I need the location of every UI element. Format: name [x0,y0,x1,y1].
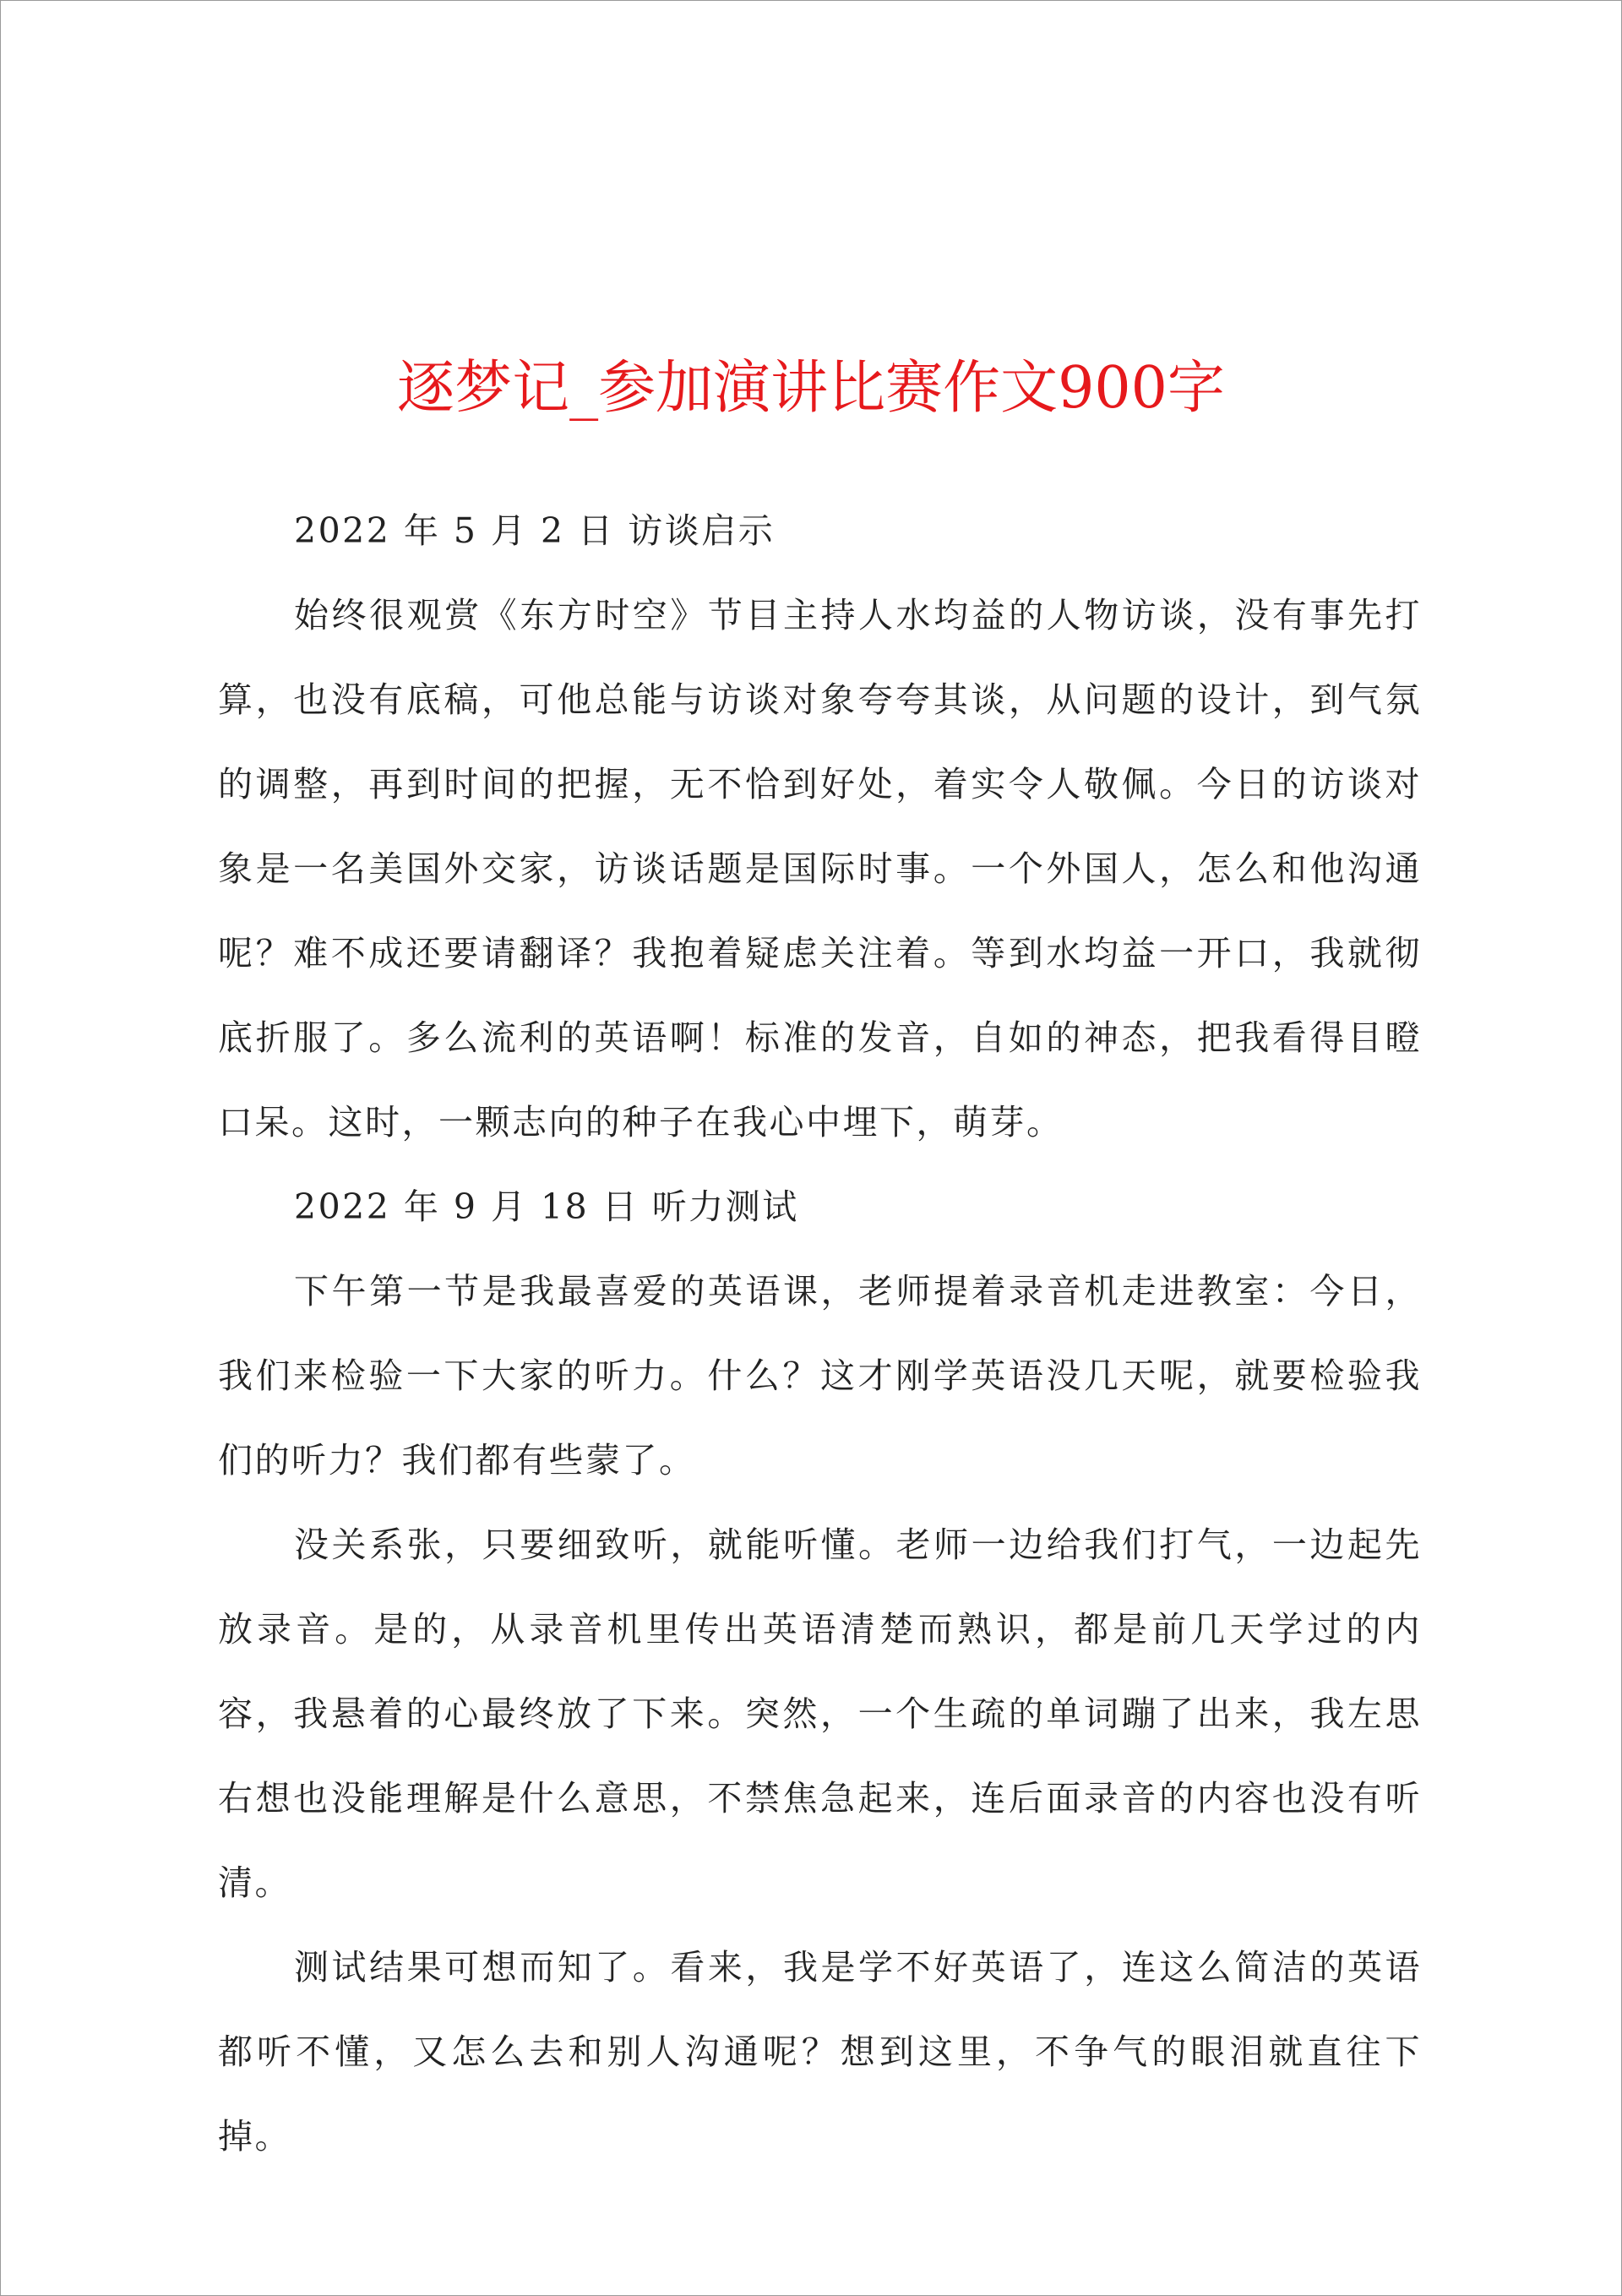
document-title: 逐梦记_参加演讲比赛作文900字 [397,355,1225,422]
paragraph: 下午第一节是我最喜爱的英语课，老师提着录音机走进教室：今日，我们来检验一下大家的听力。什么？这才刚学英语没几天呢，就要检验我们的听力？我们都有些蒙了。 [218,1271,1422,1481]
paragraph: 没关系张，只要细致听，就能听懂。老师一边给我们打气，一边起先放录音。是的，从录音机里传出英语清楚而熟识，都是前几天学过的内容，我悬着的心最终放了下来。突然，一个生疏的单词蹦了出来，我左思右想也没能理解是什么意思，不禁焦急起来，连后面录音的内容也没有听清。 [218,1524,1422,1903]
section-heading-interview: 2022 年 5 月 2 日 访谈启示 [294,510,776,551]
document-body [218,488,1422,2179]
section-heading-listening-test: 2022 年 9 月 18 日 听力测试 [294,1186,799,1227]
paragraph: 始终很观赏《东方时空》节目主持人水均益的人物访谈，没有事先打算，也没有底稿，可他总能与访谈对象夸夸其谈，从问题的设计，到气氛的调整，再到时间的把握，无不恰到好处，着实令人敬佩。今日的访谈对象是一名美国外交家，访谈话题是国际时事。一个外国人，怎么和他沟通呢？难不成还要请翻译？我抱着疑虑关注着。等到水均益一开口，我就彻底折服了。多么流利的英语啊！标准的发音，自如的神态，把我看得目瞪口呆。这时，一颗志向的种子在我心中埋下，萌芽。 [218,595,1422,1143]
paragraph: 测试结果可想而知了。看来，我是学不好英语了，连这么简洁的英语都听不懂，又怎么去和别人沟通呢？想到这里，不争气的眼泪就直往下掉。 [218,1947,1422,2157]
